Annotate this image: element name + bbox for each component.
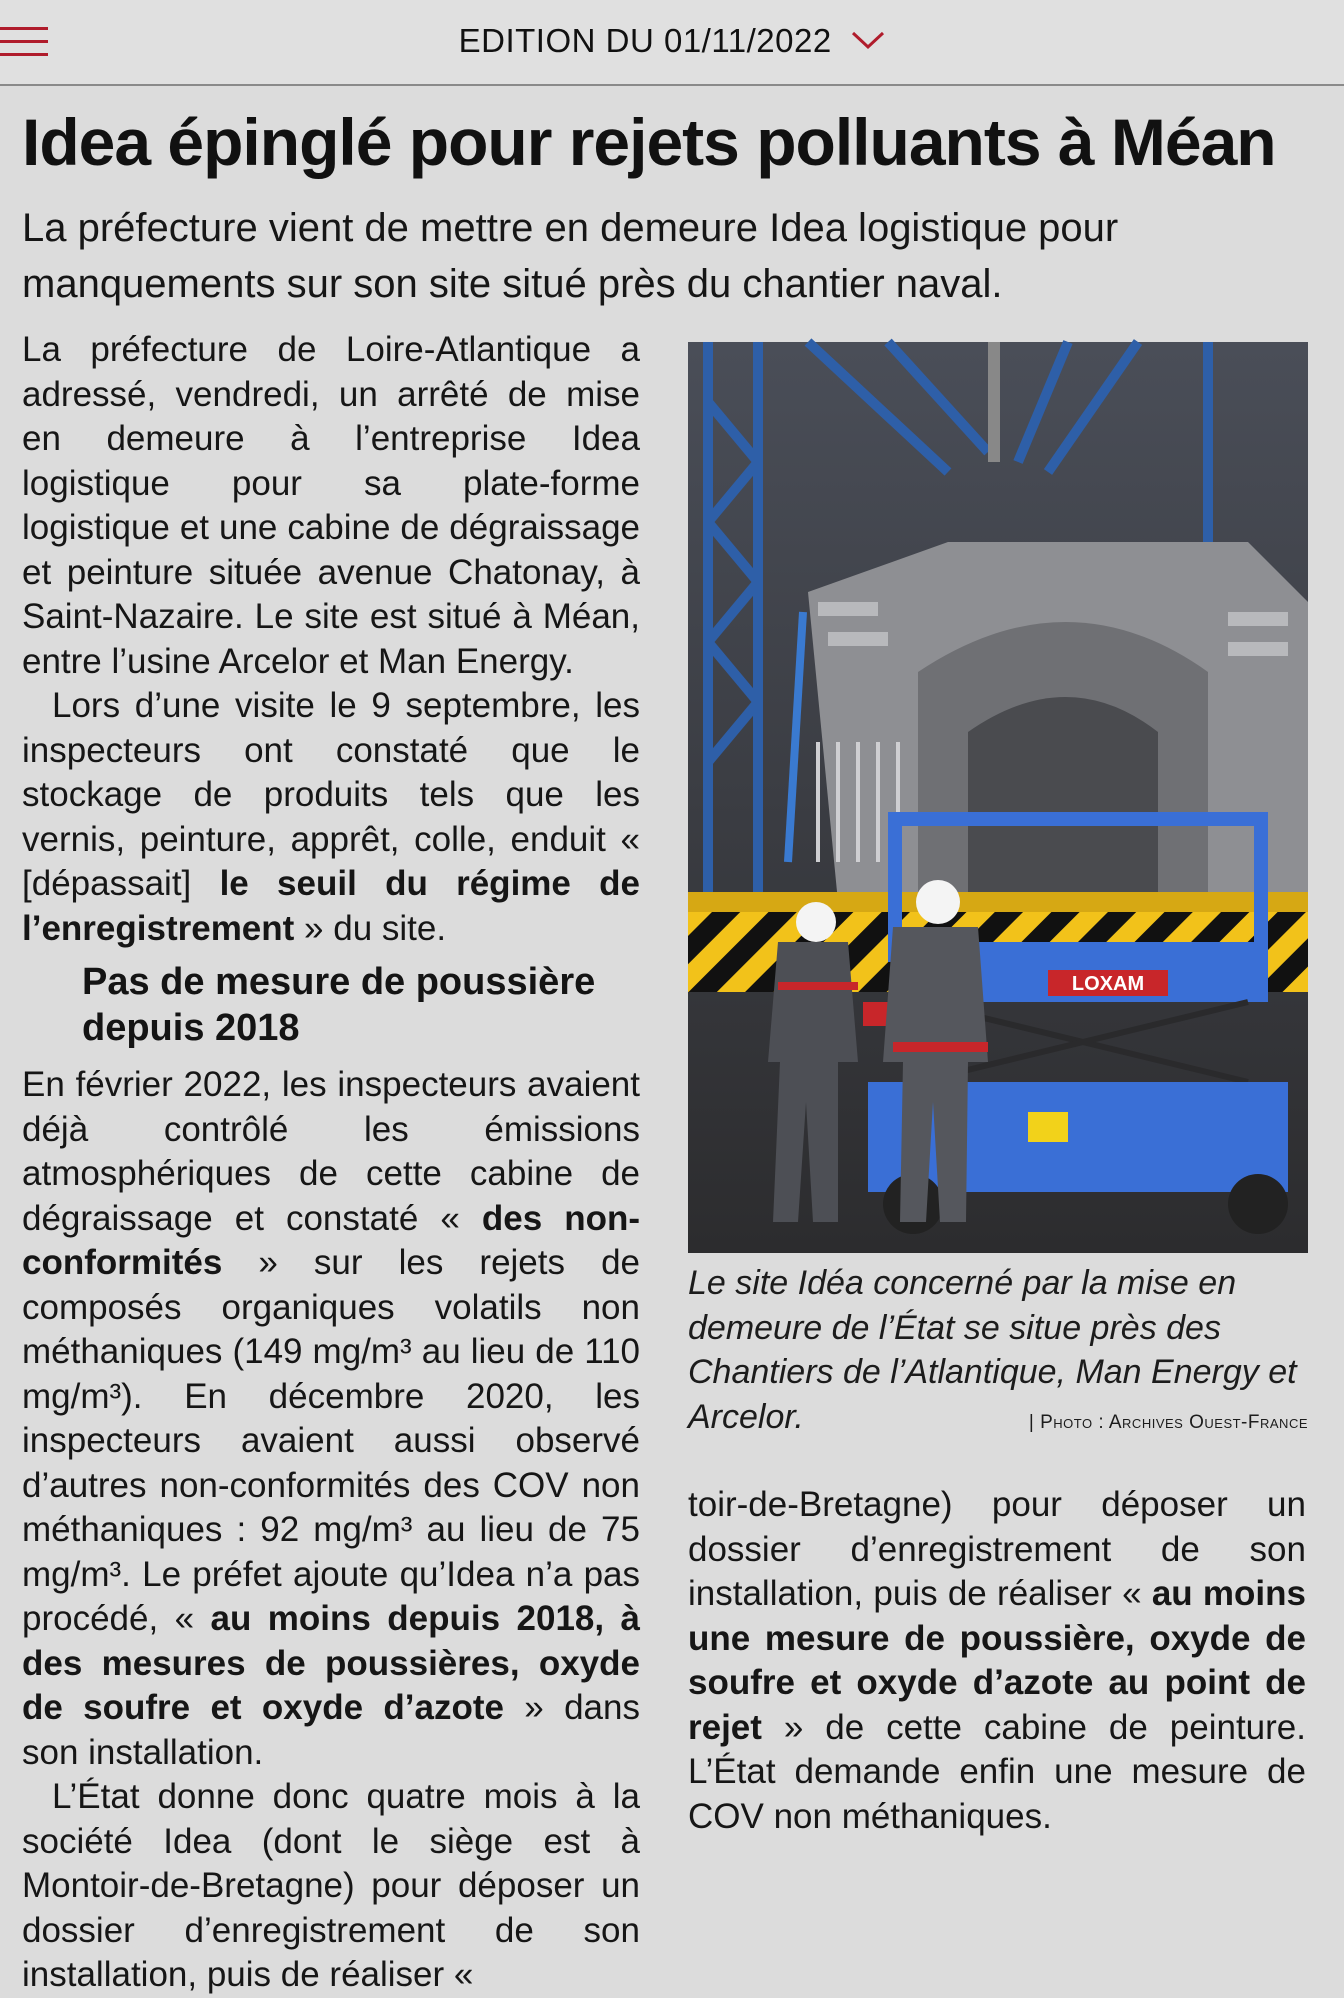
edition-selector[interactable] [0, 22, 1344, 60]
lift-brand: LOXAM [1071, 973, 1145, 995]
top-bar [0, 0, 1344, 86]
chevron-down-icon [851, 30, 885, 50]
highlight-text: au moins une mesure de poussière, oxyde de soufre et oxyde d’azote au point de rejet [688, 1574, 1306, 1747]
highlight-text: des non-conformités [22, 1198, 640, 1282]
highlight-text: au moins depuis 2018, à des mesures de poussières, oxyde de soufre et oxyde d’azote [22, 1599, 640, 1727]
paragraph-3: En février 2022, les inspecteurs avaient déjà contrôlé les émissions atmosphériques de cette cabine de dégraissage et constaté « des non-conformités » sur les rejets de composés organiques volatils non méthaniques (149 mg/m³ au lieu de 110 mg/m³). En décembre 2020, les inspecteurs avaient aussi observé d’autres non-conformités des COV non méthaniques : 92 mg/m³ au lieu de 75 mg/m³. Le préfet ajoute qu’Idea n’a pas procédé, « au moins depuis 2018, à des mesures de poussières, oxyde de soufre et oxyde d’azote » dans son installation. [22, 1065, 640, 1772]
photo-caption: Le site Idéa concerné par la mise en demeure de l’État se situe près des Chantiers de l’Atlantique, Man Energy et Arcelor. [688, 1264, 1297, 1436]
paragraph-2: Lors d’une visite le 9 septembre, les inspecteurs ont constaté que le stockage de produits tels que les vernis, peinture, apprêt, colle, enduit « [dépassait] le seuil du régime de l’enregistrement » du site. [22, 686, 640, 948]
article-photo[interactable] [688, 342, 1308, 1253]
paragraph-4: L’État donne donc quatre mois à la société Idea (dont le siège est à Montoir-de-Bretagne) pour déposer un dossier d’enregistrement de son installation, puis de réaliser « [22, 1777, 640, 1994]
paragraph-4-continued: toir-de-Bretagne) pour déposer un dossier d’enregistrement de son installation, puis de réaliser « au moins une mesure de poussière, oxyde de soufre et oxyde d’azote au point de rejet » de cette cabine de peinture. L’État demande enfin une mesure de COV non méthaniques. [688, 1485, 1306, 1836]
edition-label: EDITION DU 01/11/2022 [458, 22, 832, 59]
article-title: Idea épinglé pour rejets polluants à Méan [22, 105, 1276, 179]
subheading: Pas de mesure de poussière depuis 2018 [82, 961, 596, 1049]
paragraph-1: La préfecture de Loire-Atlantique a adressé, vendredi, un arrêté de mise en demeure à l’entreprise Idea logistique pour sa plate-forme logistique et une cabine de dégraissage et peinture située avenue Chatonay, à Saint-Nazaire. Le site est situé à Méan, entre l’usine Arcelor et Man Energy. [22, 330, 640, 681]
photo-credit: | Photo : Archives Ouest-France [1028, 1412, 1308, 1433]
article-standfirst: La préfecture vient de mettre en demeure Idea logistique pour manquements sur son site situé près du chantier naval. [22, 206, 1119, 306]
article-body-left [22, 328, 640, 1994]
highlight-text: le seuil du régime de l’enregistrement [22, 864, 640, 948]
article-body-right [688, 1483, 1306, 1839]
